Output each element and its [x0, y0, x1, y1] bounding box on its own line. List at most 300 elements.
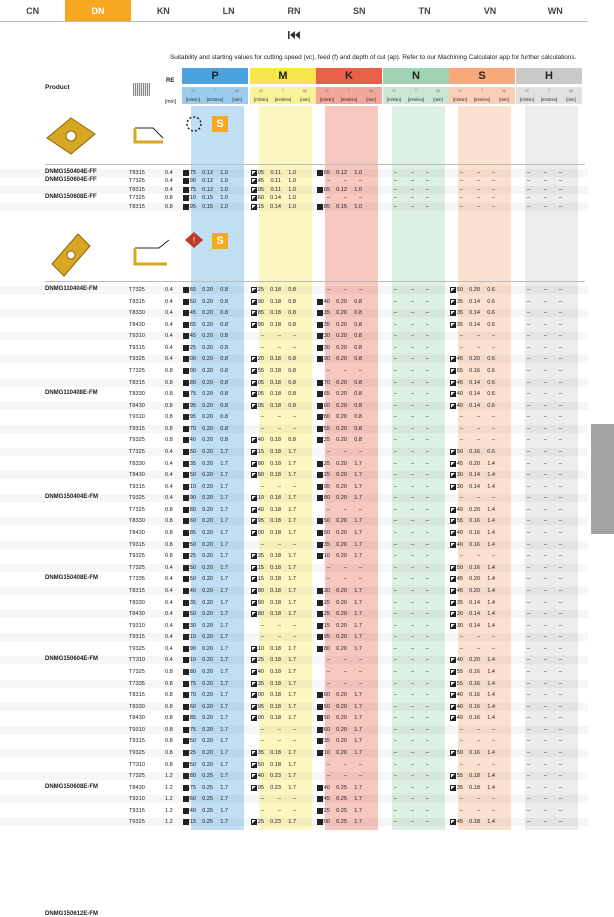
divider [45, 164, 585, 165]
cut-value: – [277, 483, 281, 490]
tab-ln[interactable]: LN [196, 0, 261, 21]
re-value: 0.4 [165, 287, 173, 293]
grade: T9315 [129, 344, 145, 351]
cut-value: – [393, 576, 397, 583]
cut-value: 1.7 [288, 495, 296, 502]
cut-value: – [476, 553, 480, 560]
cut-value: – [526, 784, 530, 791]
cut-value: 115 [255, 203, 264, 210]
cut-value: – [558, 703, 562, 710]
cut-value: 1.7 [220, 472, 228, 479]
cut-value: 170 [320, 379, 330, 386]
cut-value: – [558, 518, 562, 525]
cut-value: 0.20 [202, 506, 213, 513]
cut-value: 0.18 [270, 530, 281, 537]
cut-value: – [526, 186, 530, 193]
cut-value: 1.7 [288, 819, 296, 826]
cut-value: 180 [320, 645, 330, 652]
cut-value: 0.14 [469, 379, 480, 386]
re-value: 1.2 [165, 784, 173, 791]
cut-value: – [459, 186, 463, 193]
cut-value: 190 [320, 356, 330, 363]
cut-value: 200 [186, 356, 196, 363]
tab-cn[interactable]: CN [0, 0, 65, 21]
band-label: P [182, 68, 248, 84]
cut-value: – [526, 178, 530, 185]
cut-value: 1.7 [354, 634, 362, 641]
cut-value: 195 [320, 634, 330, 641]
cut-value: – [393, 170, 397, 176]
cut-value: 0.18 [469, 784, 480, 791]
cut-value: 0.20 [202, 703, 213, 710]
cut-value: 0.20 [202, 749, 213, 756]
cut-value: – [260, 738, 264, 745]
cut-value: – [543, 622, 547, 629]
cut-value: – [459, 738, 463, 745]
cut-value: – [526, 391, 530, 398]
cut-value: 190 [186, 495, 196, 502]
cut-value: – [410, 622, 414, 629]
cut-value: – [558, 599, 562, 606]
re-value: 1.2 [165, 807, 173, 814]
cut-value: 0.18 [270, 564, 281, 571]
cut-value: – [526, 761, 530, 768]
cut-value: 80 [257, 611, 264, 618]
cut-value: 0.20 [469, 587, 480, 594]
cut-value: 1.7 [220, 553, 228, 560]
cut-value: 0.20 [202, 657, 213, 664]
cut-value: 125 [320, 599, 330, 606]
cut-value: 30 [456, 483, 463, 490]
cut-value: – [410, 425, 414, 432]
grade: T8330 [129, 599, 145, 606]
cut-value: 0.20 [336, 402, 347, 409]
cut-value: – [558, 333, 562, 340]
cut-value: 50 [456, 287, 463, 293]
cut-value: – [558, 460, 562, 467]
grade: T9325 [129, 437, 145, 444]
cut-value: 135 [254, 680, 264, 687]
cut-value: – [260, 807, 264, 814]
re-value: 0.4 [165, 564, 173, 571]
cut-value: 1.7 [220, 645, 228, 652]
cut-value: 135 [254, 553, 264, 560]
cut-value: – [491, 186, 495, 193]
sub-unit: [m/min] [453, 97, 467, 102]
cut-value: 180 [186, 379, 196, 386]
cut-value: – [425, 576, 429, 583]
cut-value: 1.7 [288, 611, 296, 618]
tab-vn[interactable]: VN [457, 0, 522, 21]
tab-rn[interactable]: RN [261, 0, 326, 21]
cut-value: – [526, 634, 530, 641]
skip-back-icon[interactable] [287, 30, 301, 40]
cut-value: 0.8 [220, 368, 228, 375]
cut-value: 0.25 [336, 796, 347, 803]
sub-header: vc [391, 88, 397, 93]
cut-value: 0.18 [270, 703, 281, 710]
cut-value: 0.20 [202, 553, 213, 560]
cut-value: 0.18 [270, 356, 281, 363]
cut-value: 1.7 [354, 611, 362, 618]
cut-value: 150 [186, 611, 196, 618]
cut-value: 100 [254, 692, 264, 699]
table-row [0, 517, 588, 525]
grade: T8330 [129, 391, 145, 398]
cut-value: 1.0 [288, 178, 296, 185]
cut-value: 165 [320, 186, 330, 193]
cut-value: – [526, 553, 530, 560]
cut-value: – [526, 657, 530, 664]
cut-value: – [558, 483, 562, 490]
cut-value: – [343, 657, 347, 664]
cut-value: 160 [186, 703, 196, 710]
re-value: 0.8 [165, 530, 173, 537]
cut-value: – [558, 657, 562, 664]
cut-value: 100 [254, 530, 264, 537]
cut-value: – [491, 344, 495, 351]
cut-value: 150 [320, 715, 330, 722]
cut-value: – [393, 761, 397, 768]
cut-value: – [292, 726, 296, 733]
cut-value: 155 [254, 368, 264, 375]
cut-value: – [425, 298, 429, 305]
cut-value: 40 [456, 402, 463, 409]
re-value: 0.8 [165, 379, 173, 386]
cut-value: 0.25 [202, 773, 213, 780]
cut-value: 0.20 [336, 692, 347, 699]
cut-value: 1.4 [487, 773, 495, 780]
cut-value: – [425, 715, 429, 722]
band-label: H [516, 68, 582, 84]
table-row [0, 367, 588, 375]
cut-value: 0.18 [270, 611, 281, 618]
cut-value: 175 [186, 391, 196, 398]
cut-value: – [393, 541, 397, 548]
tab-wn[interactable]: WN [523, 0, 588, 21]
cut-value: – [526, 796, 530, 803]
cut-value: 195 [320, 483, 330, 490]
cut-value: 0.6 [487, 402, 495, 409]
cut-value: 1.7 [354, 715, 362, 722]
cut-value: 1.4 [487, 680, 495, 687]
cut-value: – [393, 784, 397, 791]
table-row [0, 436, 588, 444]
cut-value: 255 [320, 425, 330, 432]
cut-value: – [543, 541, 547, 548]
grade: T9325 [129, 749, 145, 756]
cut-value: – [410, 391, 414, 398]
cut-value: 35 [456, 321, 463, 328]
cut-value: – [526, 576, 530, 583]
tab-tn[interactable]: TN [392, 0, 457, 21]
re-value: 1.2 [165, 796, 173, 803]
cut-value: – [526, 819, 530, 826]
cut-value: – [260, 414, 264, 421]
cut-value: 0.8 [220, 333, 228, 340]
cut-value: – [260, 483, 264, 490]
cut-value: 80 [257, 599, 264, 606]
cut-value: – [410, 414, 414, 421]
cut-value: – [410, 170, 414, 176]
sub-unit: [mm] [499, 97, 509, 102]
cut-value: – [425, 622, 429, 629]
cut-value: 0.18 [270, 449, 281, 456]
cut-value: 230 [320, 344, 330, 351]
grade: T9315 [129, 807, 145, 814]
cut-value: – [543, 437, 547, 444]
cut-value: 0.20 [202, 321, 213, 328]
cut-value: 150 [186, 576, 196, 583]
cut-value: 0.20 [202, 576, 213, 583]
cut-value: 0.20 [202, 587, 213, 594]
cut-value: 0.18 [469, 819, 480, 826]
cut-value: – [425, 773, 429, 780]
cut-value: 0.18 [270, 402, 281, 409]
cut-value: 0.20 [202, 692, 213, 699]
sub-unit: [m/min] [320, 97, 334, 102]
cut-value: – [326, 668, 330, 675]
cut-value: 0.16 [469, 541, 480, 548]
cut-value: – [476, 738, 480, 745]
cut-value: – [459, 344, 463, 351]
cut-value: – [277, 541, 281, 548]
cut-value: – [558, 298, 562, 305]
cut-value: – [425, 186, 429, 193]
cut-value: – [343, 195, 347, 202]
cut-value: – [425, 170, 429, 176]
cut-value: 210 [186, 483, 196, 490]
cut-value: 95 [257, 518, 264, 525]
re-value: 0.8 [165, 553, 173, 560]
grade: T8430 [129, 321, 145, 328]
cut-value: 190 [186, 645, 196, 652]
cut-value: 55 [456, 518, 463, 525]
cut-value: – [425, 564, 429, 571]
cut-value: 0.20 [202, 449, 213, 456]
table-row [0, 402, 588, 410]
cut-value: – [393, 703, 397, 710]
table-row [0, 344, 588, 352]
cut-value: – [543, 587, 547, 594]
cut-value: – [425, 819, 429, 826]
cut-value: – [526, 414, 530, 421]
grade: T8315 [129, 203, 145, 210]
tab-kn[interactable]: KN [131, 0, 196, 21]
cut-value: 0.12 [202, 170, 213, 176]
cut-value: 115 [255, 576, 264, 583]
cut-value: 0.20 [202, 310, 213, 317]
cut-value: 1.4 [487, 564, 495, 571]
table-row [0, 726, 588, 734]
cut-value: – [393, 414, 397, 421]
cut-value: – [393, 195, 397, 202]
sub-unit: [mm] [366, 97, 376, 102]
cut-value: 40 [456, 530, 463, 537]
cut-value: 0.20 [469, 506, 480, 513]
cut-value: – [526, 195, 530, 202]
cut-value: – [393, 495, 397, 502]
grade: T9310 [129, 726, 145, 733]
cut-value: 160 [320, 692, 330, 699]
grade: T7325 [129, 668, 145, 675]
cut-value: 0.8 [354, 402, 362, 409]
re-value: 0.8 [165, 761, 173, 768]
grade: T7325 [129, 287, 145, 293]
cut-value: 1.7 [288, 587, 296, 594]
cut-value: 0.20 [202, 668, 213, 675]
cut-value: 1.7 [288, 530, 296, 537]
table-row [0, 471, 588, 479]
cut-value: 1.7 [288, 784, 296, 791]
cut-value: 1.7 [220, 599, 228, 606]
cut-value: – [476, 807, 480, 814]
cut-value: – [410, 460, 414, 467]
cut-value: – [410, 680, 414, 687]
cut-value: – [358, 680, 362, 687]
table-row [0, 460, 588, 468]
tab-dn[interactable]: DN [65, 0, 130, 21]
re-value: 0.4 [165, 576, 173, 583]
cut-value: – [526, 437, 530, 444]
grade: T9315 [129, 634, 145, 641]
cut-value: 125 [320, 460, 330, 467]
sub-unit: [mm] [433, 97, 443, 102]
cut-value: 195 [186, 203, 196, 210]
cut-value: 0.20 [336, 483, 347, 490]
cut-value: – [393, 587, 397, 594]
band-label: K [316, 68, 382, 84]
cut-value: 0.25 [202, 796, 213, 803]
cut-value: 140 [320, 298, 330, 305]
cut-value: 45 [456, 819, 463, 826]
sub-header: ap [435, 88, 441, 93]
cut-value: 1.4 [487, 460, 495, 467]
sub-header: ap [302, 88, 308, 93]
cut-value: – [558, 807, 562, 814]
cut-value: 225 [320, 807, 330, 814]
cut-value: 0.8 [288, 402, 296, 409]
cut-value: 0.20 [336, 587, 347, 594]
cut-value: – [393, 611, 397, 618]
cut-value: 0.20 [202, 541, 213, 548]
cut-value: – [410, 321, 414, 328]
cut-value: 1.7 [354, 645, 362, 652]
cut-value: 1.7 [354, 622, 362, 629]
cut-value: 90 [257, 298, 264, 305]
cut-value: – [425, 634, 429, 641]
cut-value: 45 [456, 576, 463, 583]
cut-value: – [393, 564, 397, 571]
re-value: 0.8 [165, 391, 173, 398]
cut-value: 0.6 [487, 449, 495, 456]
cut-value: – [558, 749, 562, 756]
cut-value: 80 [257, 460, 264, 467]
cut-value: 45 [456, 587, 463, 594]
sub-header: f [214, 88, 216, 93]
cut-value: – [393, 668, 397, 675]
cut-value: – [425, 460, 429, 467]
tab-sn[interactable]: SN [327, 0, 392, 21]
cut-value: 140 [254, 773, 264, 780]
re-value: 0.4 [165, 495, 173, 502]
table-row [0, 321, 588, 329]
cut-value: – [277, 738, 281, 745]
re-value: 0.4 [165, 460, 173, 467]
cut-value: – [410, 819, 414, 826]
re-value: 0.8 [165, 726, 173, 733]
cut-value: – [410, 796, 414, 803]
re-value: 0.8 [165, 368, 173, 375]
cut-value: – [476, 170, 480, 176]
cut-value: – [358, 449, 362, 456]
re-value: 0.8 [165, 668, 173, 675]
cut-value: 0.20 [336, 518, 347, 525]
cut-value: 0.20 [202, 287, 213, 293]
cut-value: – [410, 553, 414, 560]
cut-value: – [410, 449, 414, 456]
table-row [0, 203, 588, 211]
cut-value: 105 [254, 379, 264, 386]
product-header: Product [45, 84, 70, 91]
cut-value: – [558, 425, 562, 432]
cut-value: – [459, 425, 463, 432]
cut-value: 215 [186, 819, 196, 826]
cut-value: 0.18 [270, 472, 281, 479]
grade: T8330 [129, 518, 145, 525]
cut-value: 1.4 [487, 611, 495, 618]
cut-value: – [491, 203, 495, 210]
cut-value: 1.7 [288, 749, 296, 756]
cut-value: – [558, 186, 562, 193]
cut-value: – [292, 344, 296, 351]
cut-value: – [526, 622, 530, 629]
cut-value: – [358, 657, 362, 664]
sub-unit: [mm/rev] [340, 97, 358, 102]
cut-value: 1.7 [220, 749, 228, 756]
cut-value: – [292, 425, 296, 432]
fm-chipbreaker-icon [184, 231, 204, 249]
cut-value: – [410, 784, 414, 791]
cut-value: 0.18 [469, 773, 480, 780]
sidebar-tab[interactable] [591, 424, 614, 534]
cut-value: 240 [186, 807, 196, 814]
cut-value: 0.20 [336, 530, 347, 537]
cut-value: – [410, 564, 414, 571]
cut-value: 0.20 [202, 333, 213, 340]
cut-value: 0.18 [270, 668, 281, 675]
cut-value: – [526, 287, 530, 293]
cut-value: 0.14 [469, 472, 480, 479]
cut-value: 35 [456, 298, 463, 305]
cut-value: 135 [320, 321, 330, 328]
cut-value: 1.7 [220, 703, 228, 710]
cut-value: – [292, 333, 296, 340]
grade: T8330 [129, 460, 145, 467]
sub-unit: [mm/rev] [206, 97, 224, 102]
grade: T7325 [129, 178, 145, 185]
cut-value: – [558, 611, 562, 618]
cut-value: – [543, 773, 547, 780]
cut-value: – [543, 170, 547, 176]
cut-value: – [292, 738, 296, 745]
cut-value: 1.4 [487, 576, 495, 583]
re-value: 0.4 [165, 645, 173, 652]
cut-value: – [410, 356, 414, 363]
cut-value: – [526, 668, 530, 675]
cut-value: 1.7 [354, 483, 362, 490]
cut-value: 30 [456, 622, 463, 629]
